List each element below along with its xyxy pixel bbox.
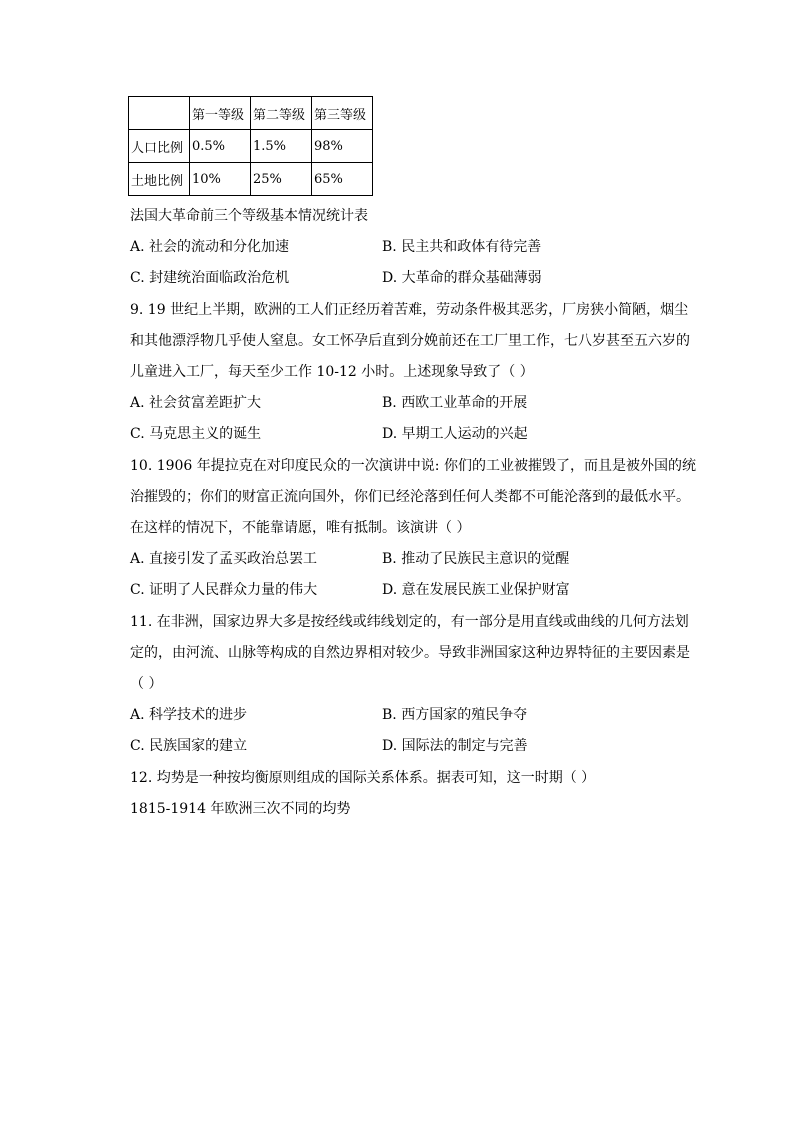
- q9-option-c[interactable]: C. 马克思主义的诞生: [130, 426, 262, 442]
- q10-option-d[interactable]: D. 意在发展民族工业保护财富: [382, 582, 570, 598]
- q12-table-caption: 1815-1914 年欧洲三次不同的均势: [130, 801, 351, 817]
- q10-option-b[interactable]: B. 推动了民族民主意识的觉醒: [382, 551, 570, 567]
- table-cell: 10%: [190, 163, 251, 196]
- q11-option-b[interactable]: B. 西方国家的殖民争夺: [382, 707, 528, 723]
- table-row: [129, 163, 373, 196]
- q8-option-a[interactable]: A. 社会的流动和分化加速: [130, 239, 290, 255]
- q9-stem-line: 儿童进入工厂，每天至少工作 10-12 小时。上述现象导致了（ ）: [130, 364, 534, 380]
- q9-option-b[interactable]: B. 西欧工业革命的开展: [382, 395, 528, 411]
- q9-option-a[interactable]: A. 社会贫富差距扩大: [130, 395, 262, 411]
- q10-option-a[interactable]: A. 直接引发了孟买政治总罢工: [130, 551, 318, 567]
- q8-option-b[interactable]: B. 民主共和政体有待完善: [382, 239, 542, 255]
- q10-stem-line: 在这样的情况下，不能靠请愿，唯有抵制。该演讲（ ）: [130, 520, 471, 536]
- table-header-row: [129, 97, 373, 130]
- q11-option-c[interactable]: C. 民族国家的建立: [130, 738, 248, 754]
- q8-option-d[interactable]: D. 大革命的群众基础薄弱: [382, 270, 542, 286]
- table-cell: 土地比例: [129, 163, 190, 196]
- q11-option-a[interactable]: A. 科学技术的进步: [130, 707, 248, 723]
- q10-stem-line: 10. 1906 年提拉克在对印度民众的一次演讲中说: 你们的工业被摧毁了，而且是被外国的统: [130, 458, 696, 474]
- table-cell: 1.5%: [251, 130, 312, 163]
- table-cell: 人口比例: [129, 130, 190, 163]
- q11-stem-line: （ ）: [130, 676, 163, 692]
- q11-stem-line: 定的，由河流、山脉等构成的自然边界相对较少。导致非洲国家这种边界特征的主要因素是: [130, 645, 690, 661]
- table-caption: 法国大革命前三个等级基本情况统计表: [130, 208, 368, 224]
- table-cell: 25%: [251, 163, 312, 196]
- q9-stem-line: 9. 19 世纪上半期，欧洲的工人们正经历着苦难，劳动条件极其恶劣，厂房狭小简陋，烟尘: [130, 302, 689, 318]
- q9-option-d[interactable]: D. 早期工人运动的兴起: [382, 426, 528, 442]
- q12-stem-line: 12. 均势是一种按均衡原则组成的国际关系体系。据表可知，这一时期（ ）: [130, 770, 596, 786]
- estates-statistics-table: [128, 96, 373, 196]
- q9-stem-line: 和其他漂浮物几乎使人窒息。女工怀孕后直到分娩前还在工厂里工作，七八岁甚至五六岁的: [130, 333, 690, 349]
- table-header-cell: 第二等级: [251, 97, 312, 130]
- table-cell: 0.5%: [190, 130, 251, 163]
- table-header-cell: [129, 97, 190, 130]
- table-row: [129, 130, 373, 163]
- table-cell: 65%: [312, 163, 373, 196]
- q8-option-c[interactable]: C. 封建统治面临政治危机: [130, 270, 290, 286]
- q11-option-d[interactable]: D. 国际法的制定与完善: [382, 738, 528, 754]
- q10-stem-line: 治摧毁的；你们的财富正流向国外，你们已经沦落到任何人类都不可能沦落到的最低水平。: [130, 489, 690, 505]
- table-header-cell: 第三等级: [312, 97, 373, 130]
- q10-option-c[interactable]: C. 证明了人民群众力量的伟大: [130, 582, 318, 598]
- table-header-cell: 第一等级: [190, 97, 251, 130]
- table-cell: 98%: [312, 130, 373, 163]
- q11-stem-line: 11. 在非洲，国家边界大多是按经线或纬线划定的，有一部分是用直线或曲线的几何方法划: [130, 614, 689, 630]
